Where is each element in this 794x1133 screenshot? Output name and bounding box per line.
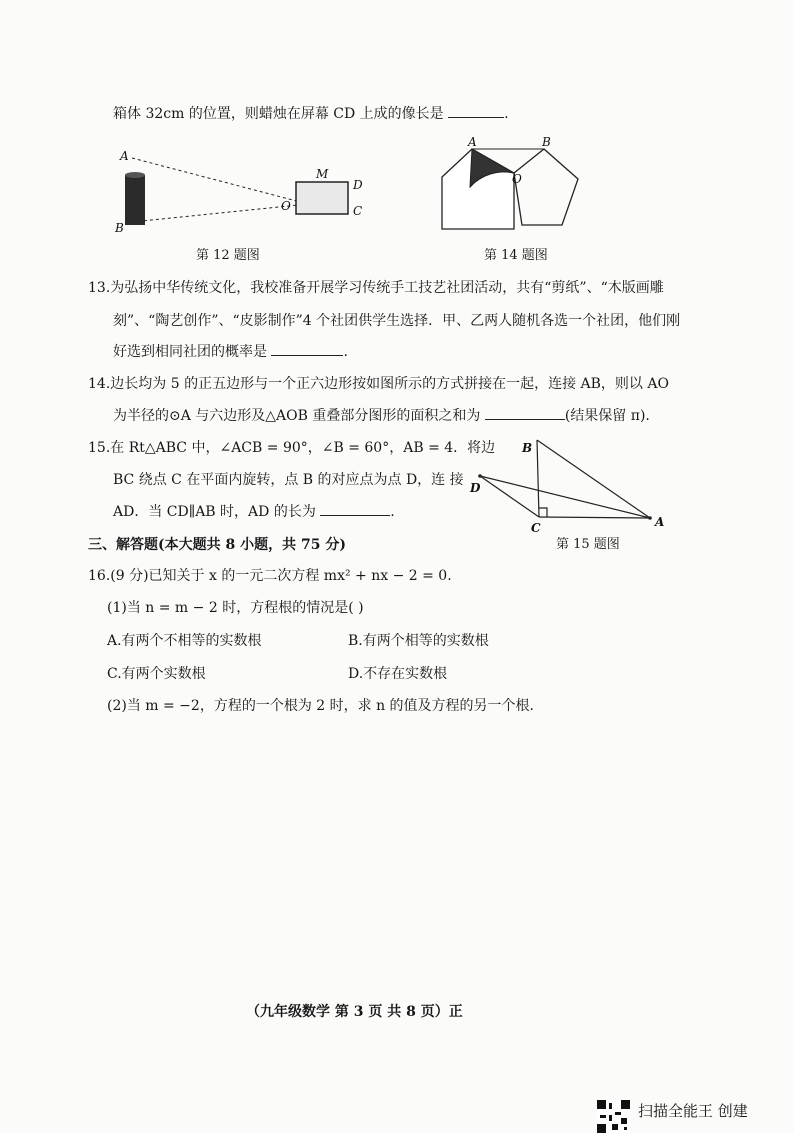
q12-tail: 箱体 32cm 的位置，则蜡烛在屏幕 CD 上成的像长是 . [113, 103, 509, 123]
fig14-label-o: O [512, 172, 522, 186]
q15-line-3: AD．当 CD∥AB 时，AD 的长为 . [113, 501, 395, 521]
fig15-label-a: A [655, 515, 665, 529]
q14-answer-blank[interactable] [485, 405, 565, 420]
q15-line-2: BC 绕点 C 在平面内旋转，点 B 的对应点为点 D，连 接 [113, 472, 464, 488]
q16-option-c: C.有两个实数根 [107, 666, 206, 682]
fig15-label-b: B [522, 441, 533, 455]
fig12-label-o: O [281, 199, 291, 213]
figure-12 [110, 140, 370, 240]
fig15-caption: 第 15 题图 [556, 537, 620, 552]
fig15-label-c: C [531, 521, 541, 535]
figure-14 [430, 135, 610, 245]
fig12-label-c: C [353, 204, 363, 218]
q12-answer-blank[interactable] [448, 103, 504, 118]
fig14-caption: 第 14 题图 [484, 248, 548, 263]
fig12-caption: 第 12 题图 [196, 248, 260, 263]
q13-line-2: 刻”、“陶艺创作”、“皮影制作”4 个社团供学生选择．甲、乙两人随机各选一个社团，他们刚 [113, 313, 681, 329]
q15-line-1: 15.在 Rt△ABC 中，∠ACB = 90°，∠B = 60°，AB = 4．将边 [88, 440, 496, 456]
q16-option-d: D.不存在实数根 [348, 666, 448, 682]
q14-line-2: 为半径的⊙A 与六边形及△AOB 重叠部分图形的面积之和为 (结果保留 π). [113, 405, 650, 425]
fig14-label-a: A [468, 135, 477, 149]
qr-code-icon [597, 1100, 630, 1133]
q16-option-b: B.有两个相等的实数根 [348, 633, 489, 649]
figure-15 [468, 432, 673, 537]
q13-line-3: 好选到相同社团的概率是 . [113, 341, 348, 361]
section-3-heading: 三、解答题(本大题共 8 小题，共 75 分) [88, 537, 346, 553]
candle [125, 175, 145, 225]
q16-option-a: A.有两个不相等的实数根 [107, 633, 262, 649]
q16-part-2: (2)当 m = −2，方程的一个根为 2 时，求 n 的值及方程的另一个根. [107, 698, 534, 714]
scanner-watermark: 扫描全能王 创建 [638, 1102, 748, 1120]
fig12-label-a: A [120, 149, 129, 163]
q13-line-1: 13.为弘扬中华传统文化，我校准备开展学习传统手工技艺社团活动，共有“剪纸”、“木版画雕 [88, 280, 664, 296]
q16-part-1: (1)当 n = m − 2 时，方程根的情况是( ) [107, 600, 364, 616]
fig12-label-d: D [353, 178, 363, 192]
box-screen [296, 182, 348, 214]
fig12-label-b: B [115, 221, 124, 235]
q13-answer-blank[interactable] [271, 341, 343, 356]
q15-answer-blank[interactable] [320, 501, 390, 516]
fig12-label-m: M [316, 167, 329, 181]
q16-stem: 16.(9 分)已知关于 x 的一元二次方程 mx² + nx − 2 = 0. [88, 568, 452, 584]
fig14-label-b: B [542, 135, 551, 149]
page-footer: （九年级数学 第 3 页 共 8 页）正 [246, 1004, 463, 1020]
q14-line-1: 14.边长均为 5 的正五边形与一个正六边形按如图所示的方式拼接在一起，连接 AB，则以 AO [88, 376, 669, 392]
fig15-label-d: D [470, 481, 481, 495]
